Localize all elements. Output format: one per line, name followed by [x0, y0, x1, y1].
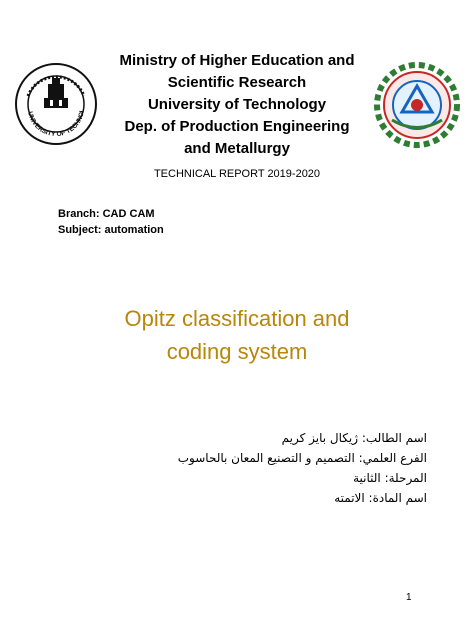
subject-label: Subject: automation: [58, 224, 164, 236]
header-line-research: Scientific Research: [167, 74, 307, 91]
course-meta: [58, 206, 164, 238]
svg-text:UNIVERSITY OF TECHNOLOGY: UNIVERSITY OF TECHNOL: [26, 108, 87, 139]
header-line-ministry: Ministry of Higher Education and: [119, 52, 355, 69]
department-gear-logo: [372, 60, 462, 150]
institution-header: [96, 50, 378, 181]
student-subject-line: اسم المادة: الاتمته: [334, 491, 427, 505]
student-name-line: اسم الطالب: ژيكال بايز كريم: [281, 431, 427, 445]
report-label: TECHNICAL REPORT 2019-2020: [153, 168, 321, 180]
branch-label: Branch: CAD CAM: [58, 208, 155, 220]
header-line-university: University of Technology: [147, 96, 327, 113]
student-branch-line: الفرع العلمي: التصميم و التصنيع المعان بالحاسوب: [177, 451, 427, 465]
student-info-block: [47, 428, 427, 508]
report-title-line-2: coding system: [166, 339, 308, 364]
report-title: [40, 302, 434, 368]
header-line-metallurgy: and Metallurgy: [184, 140, 290, 157]
university-seal-logo: [14, 62, 98, 146]
report-title-line-1: Opitz classification and: [124, 306, 350, 331]
student-stage-line: المرحلة: الثانية: [353, 471, 427, 485]
page-number: 1: [406, 592, 412, 603]
header-line-department: Dep. of Production Engineering: [124, 118, 350, 135]
